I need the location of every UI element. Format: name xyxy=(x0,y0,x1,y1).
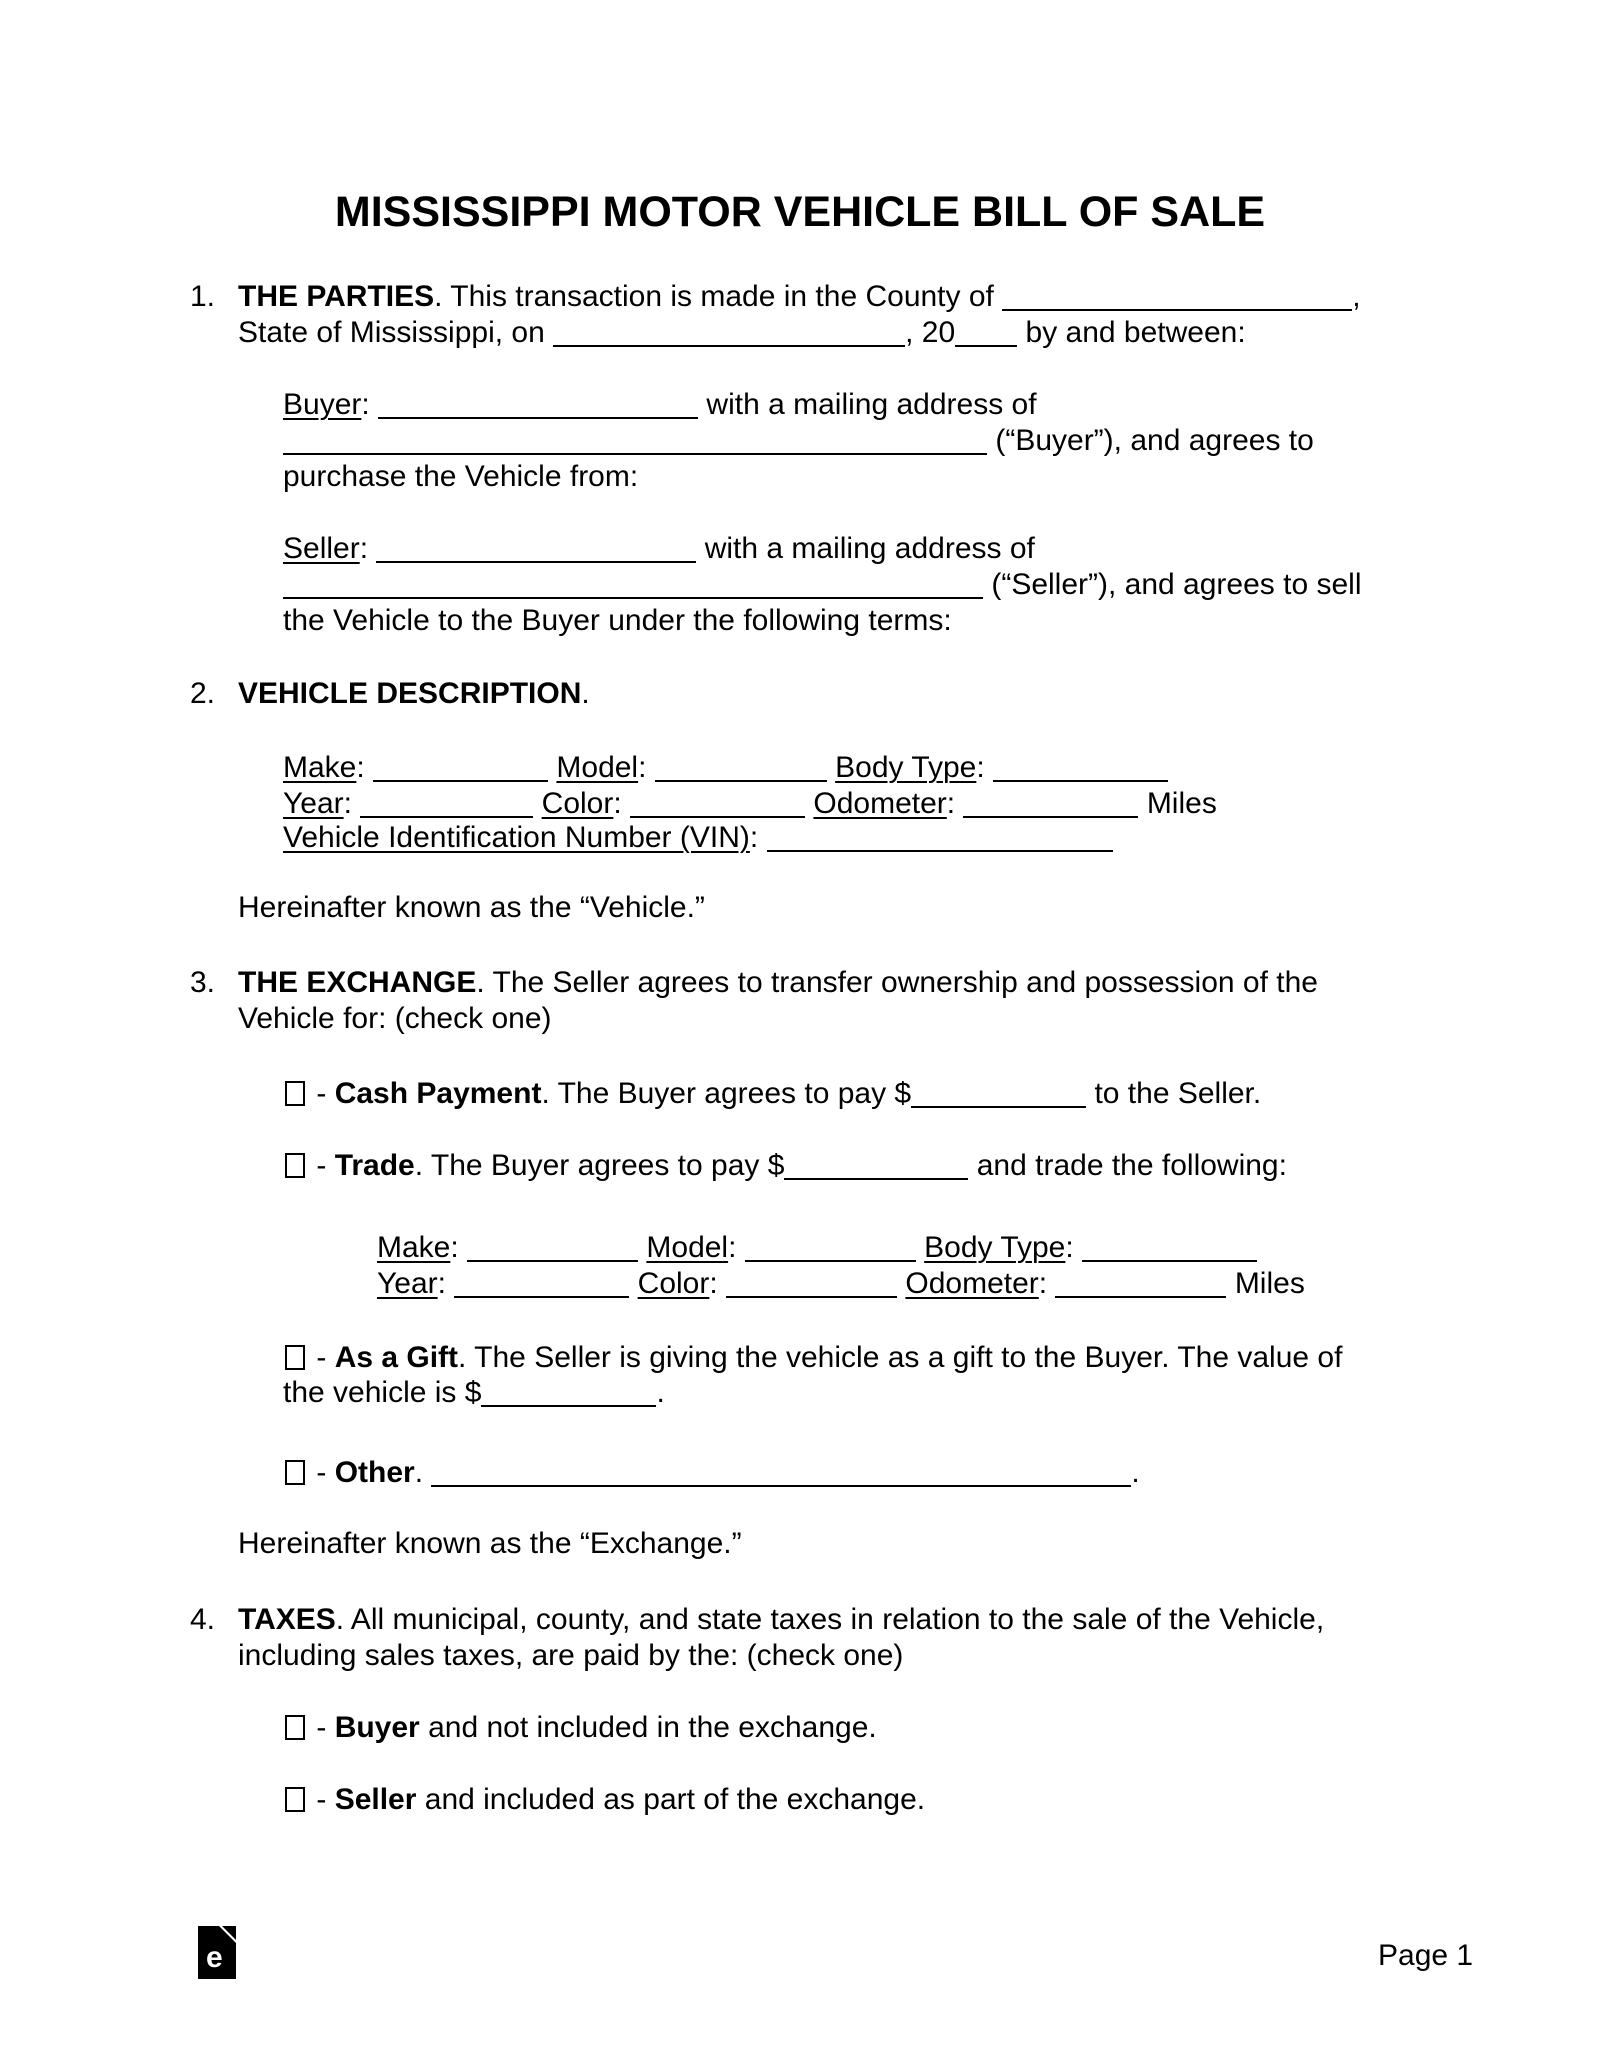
section-1-heading: THE PARTIES xyxy=(238,280,435,313)
gift-label: As a Gift xyxy=(334,1341,459,1374)
trade-year-blank[interactable] xyxy=(454,1268,629,1298)
trade-body-type-blank[interactable] xyxy=(1082,1232,1257,1262)
parties-line-1 xyxy=(190,279,1361,315)
colon: : xyxy=(437,1267,446,1300)
trade-vehicle-row-2 xyxy=(377,1266,1305,1302)
other-blank[interactable] xyxy=(431,1457,1131,1487)
exchange-line-2 xyxy=(238,1001,552,1037)
vehicle-vin-row xyxy=(283,820,1113,856)
vehicle-row-2 xyxy=(283,786,1217,822)
color-blank[interactable] xyxy=(630,788,805,818)
buyer-address-blank[interactable] xyxy=(283,425,987,455)
year-label: Year xyxy=(283,787,344,820)
date-pre-text: State of Mississippi, on xyxy=(238,316,554,349)
trade-make-label: Make xyxy=(377,1231,451,1264)
vehicle-hereinafter xyxy=(238,890,705,926)
exchange-intro-text: . The Seller agrees to transfer ownership and possession of the xyxy=(476,966,1318,999)
odometer-blank[interactable] xyxy=(963,788,1138,818)
cash-payment-text: . The Buyer agrees to pay $ xyxy=(541,1077,912,1110)
trade-text: . The Buyer agrees to pay $ xyxy=(414,1149,785,1182)
trade-year-label: Year xyxy=(377,1267,438,1300)
colon: : xyxy=(728,1231,737,1264)
year-prefix-text: , 20 xyxy=(905,316,956,349)
other-option xyxy=(285,1455,1140,1491)
color-label: Color xyxy=(541,787,614,820)
vin-label: Vehicle Identification Number (VIN) xyxy=(283,821,750,854)
trade-model-blank[interactable] xyxy=(745,1232,916,1262)
section-3-number: 3. xyxy=(190,966,216,999)
colon: : xyxy=(638,751,647,784)
seller-terms-text: the Vehicle to the Buyer under the following terms: xyxy=(283,604,952,637)
buyer-agrees-text: (“Buyer”), and agrees to xyxy=(987,424,1314,457)
section-3-heading: THE EXCHANGE xyxy=(238,966,477,999)
gift-text: . The Seller is giving the vehicle as a gift to the Buyer. The value of xyxy=(458,1341,1343,1374)
colon: : xyxy=(749,821,759,854)
odometer-label: Odometer xyxy=(813,787,947,820)
taxes-buyer-option xyxy=(285,1710,877,1746)
taxes-buyer-label: Buyer xyxy=(334,1711,420,1744)
logo-letter: e xyxy=(206,1941,223,1974)
trade-color-label: Color xyxy=(637,1267,710,1300)
colon: : xyxy=(361,388,370,421)
taxes-buyer-checkbox[interactable] xyxy=(285,1715,305,1740)
period: . xyxy=(581,677,590,710)
other-checkbox[interactable] xyxy=(285,1460,305,1485)
gift-checkbox[interactable] xyxy=(285,1345,305,1370)
taxes-seller-label: Seller xyxy=(334,1783,417,1816)
trade-option xyxy=(285,1148,1287,1184)
buyer-address-intro: with a mailing address of xyxy=(698,388,1037,421)
taxes-seller-text: and included as part of the exchange. xyxy=(416,1783,926,1816)
colon: : xyxy=(1065,1231,1074,1264)
taxes-check-one-text: including sales taxes, are paid by the: (check one) xyxy=(238,1639,904,1672)
trade-vehicle-row-1 xyxy=(377,1230,1257,1266)
body-type-blank[interactable] xyxy=(993,752,1168,782)
other-pre-text: . xyxy=(414,1456,432,1489)
taxes-line-1 xyxy=(190,1602,1324,1638)
seller-line-1 xyxy=(283,531,1035,567)
dash: - xyxy=(316,1783,327,1816)
exchange-hereinafter-text: Hereinafter known as the “Exchange.” xyxy=(238,1527,742,1560)
exchange-line-1 xyxy=(190,965,1318,1001)
vehicle-heading-line xyxy=(190,676,590,712)
dash: - xyxy=(316,1077,327,1110)
parties-intro-text: . This transaction is made in the County of xyxy=(434,280,1003,313)
exchange-check-one-text: Vehicle for: (check one) xyxy=(238,1002,552,1035)
miles-label: Miles xyxy=(1146,787,1217,820)
dash: - xyxy=(316,1341,327,1374)
vehicle-hereinafter-text: Hereinafter known as the “Vehicle.” xyxy=(238,891,705,924)
trade-label: Trade xyxy=(334,1149,415,1182)
cash-payment-option xyxy=(285,1076,1261,1112)
buyer-name-blank[interactable] xyxy=(378,389,698,419)
period: . xyxy=(1131,1456,1140,1489)
eforms-logo xyxy=(198,1926,236,1979)
seller-name-blank[interactable] xyxy=(376,533,696,563)
gift-option-line-2 xyxy=(283,1375,665,1411)
cash-payment-end-text: to the Seller. xyxy=(1086,1077,1262,1110)
taxes-seller-checkbox[interactable] xyxy=(285,1787,305,1812)
seller-label: Seller xyxy=(283,532,360,565)
taxes-intro-text: . All municipal, county, and state taxes in relation to the sale of the Vehicle, xyxy=(335,1603,1325,1636)
vehicle-row-1 xyxy=(283,750,1168,786)
document-title: MISSISSIPPI MOTOR VEHICLE BILL OF SALE xyxy=(334,188,1266,236)
gift-option-line-1 xyxy=(285,1340,1342,1376)
section-2-heading: VEHICLE DESCRIPTION xyxy=(238,677,582,710)
gift-value-text: the vehicle is $ xyxy=(283,1376,482,1409)
trade-make-blank[interactable] xyxy=(467,1232,638,1262)
colon: : xyxy=(709,1267,718,1300)
seller-address-blank[interactable] xyxy=(283,569,983,599)
comma: , xyxy=(1352,280,1361,313)
trade-end-text: and trade the following: xyxy=(968,1149,1287,1182)
colon: : xyxy=(359,532,369,565)
section-4-number: 4. xyxy=(190,1603,216,1636)
colon: : xyxy=(356,751,365,784)
trade-body-type-label: Body Type xyxy=(924,1231,1066,1264)
gift-value-blank[interactable] xyxy=(481,1377,656,1407)
exchange-hereinafter xyxy=(238,1526,742,1562)
vin-blank[interactable] xyxy=(767,822,1113,852)
section-1-number: 1. xyxy=(190,280,216,313)
trade-amount-blank[interactable] xyxy=(784,1150,968,1180)
parties-line-2 xyxy=(238,315,1246,351)
seller-line-3 xyxy=(283,603,952,639)
taxes-seller-option xyxy=(285,1782,925,1818)
between-text: by and between: xyxy=(1017,316,1246,349)
colon: : xyxy=(1038,1267,1048,1300)
page-number: Page 1 xyxy=(1378,1939,1474,1972)
section-4-heading: TAXES xyxy=(238,1603,336,1636)
buyer-line-3 xyxy=(283,459,638,495)
cash-payment-label: Cash Payment xyxy=(334,1077,542,1110)
trade-odometer-label: Odometer xyxy=(905,1267,1039,1300)
model-blank[interactable] xyxy=(655,752,827,782)
period: . xyxy=(656,1376,665,1409)
trade-odometer-blank[interactable] xyxy=(1055,1268,1226,1298)
cash-payment-checkbox[interactable] xyxy=(285,1081,305,1106)
seller-line-2 xyxy=(283,567,1362,603)
colon: : xyxy=(343,787,352,820)
date-blank[interactable] xyxy=(553,317,905,347)
taxes-line-2 xyxy=(238,1638,903,1674)
buyer-line-2 xyxy=(283,423,1314,459)
dash: - xyxy=(316,1149,327,1182)
dash: - xyxy=(316,1711,327,1744)
trade-checkbox[interactable] xyxy=(285,1153,305,1178)
year-blank-field[interactable] xyxy=(360,788,533,818)
section-2-number: 2. xyxy=(190,677,216,710)
buyer-label: Buyer xyxy=(283,388,362,421)
other-label: Other xyxy=(334,1456,415,1489)
colon: : xyxy=(613,787,622,820)
year-blank[interactable] xyxy=(955,317,1017,347)
dash: - xyxy=(316,1456,327,1489)
cash-amount-blank[interactable] xyxy=(911,1078,1086,1108)
trade-miles-label: Miles xyxy=(1234,1267,1305,1300)
make-label: Make xyxy=(283,751,357,784)
trade-model-label: Model xyxy=(646,1231,729,1264)
model-label: Model xyxy=(556,751,639,784)
seller-agrees-text: (“Seller”), and agrees to sell xyxy=(983,568,1362,601)
seller-address-intro: with a mailing address of xyxy=(696,532,1035,565)
buyer-line-1 xyxy=(283,387,1037,423)
trade-color-blank[interactable] xyxy=(726,1268,897,1298)
document-icon xyxy=(198,1926,236,1979)
colon: : xyxy=(976,751,985,784)
colon: : xyxy=(946,787,956,820)
body-type-label: Body Type xyxy=(835,751,977,784)
colon: : xyxy=(450,1231,459,1264)
make-blank[interactable] xyxy=(373,752,548,782)
county-blank[interactable] xyxy=(1002,281,1352,311)
buyer-purchase-text: purchase the Vehicle from: xyxy=(283,460,639,493)
taxes-buyer-text: and not included in the exchange. xyxy=(419,1711,877,1744)
